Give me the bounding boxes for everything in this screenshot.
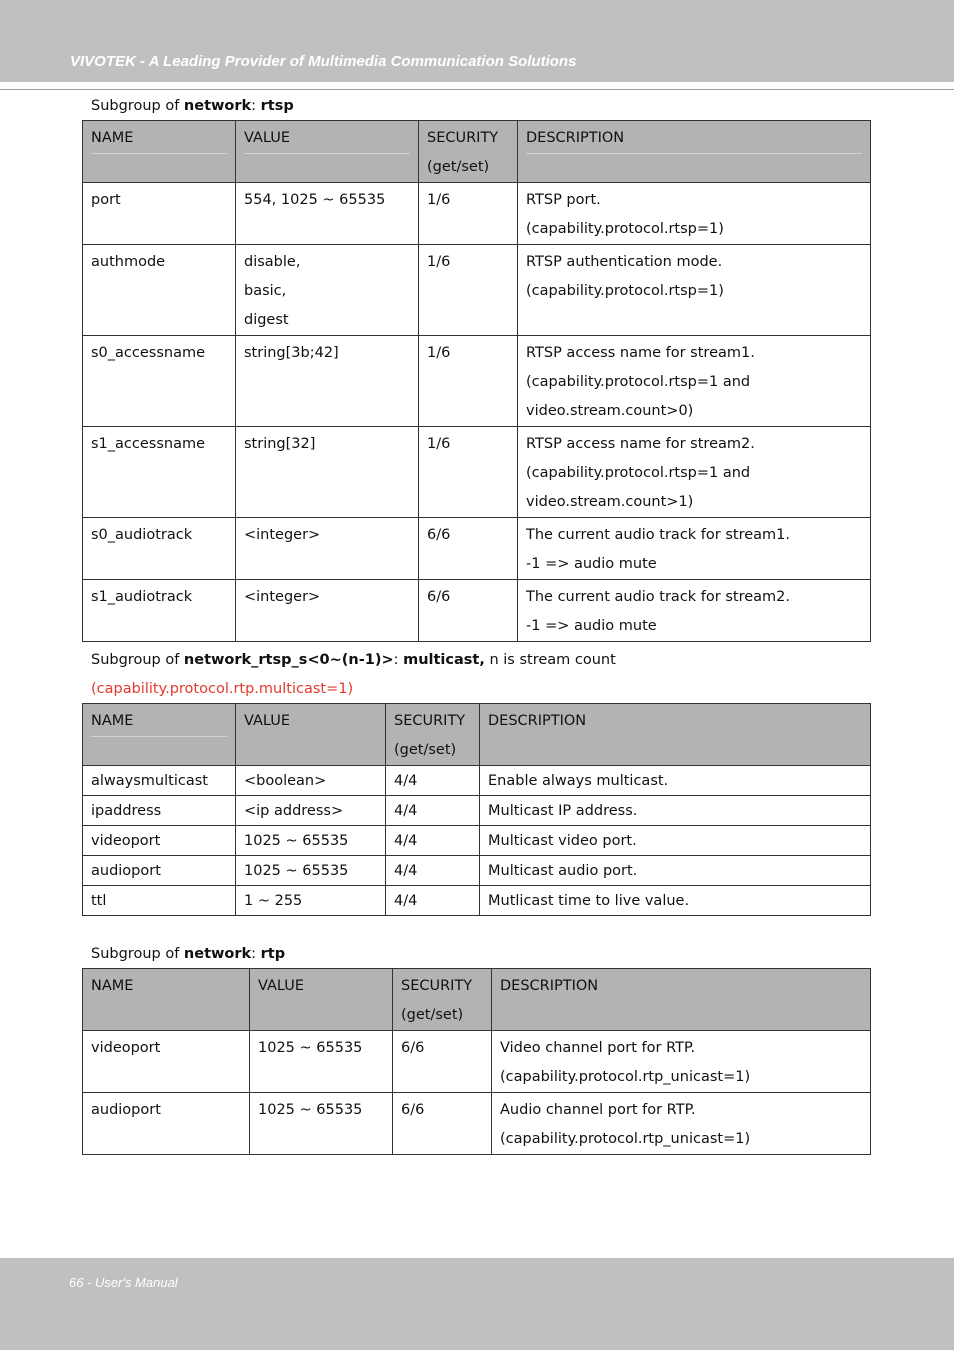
cell-description: The current audio track for stream1. -1 => audio mute (518, 518, 871, 580)
header-title: VIVOTEK - A Leading Provider of Multimedia Communication Solutions (70, 53, 577, 70)
cell-security: 6/6 (419, 518, 518, 580)
rtsp-table (82, 120, 871, 642)
table-row (83, 886, 871, 916)
table-row (83, 183, 871, 245)
cell-name: s1_accessname (83, 427, 236, 518)
cell-value: 1025 ~ 65535 (250, 1031, 393, 1093)
cell-description: Multicast IP address. (480, 796, 871, 826)
cell-description: Audio channel port for RTP. (capability.protocol.rtp_unicast=1) (492, 1093, 871, 1155)
table-row (83, 826, 871, 856)
rtsp-table-body (83, 183, 871, 642)
cell-value: 554, 1025 ~ 65535 (236, 183, 419, 245)
cell-name: s0_accessname (83, 336, 236, 427)
table-row (83, 796, 871, 826)
cell-description: RTSP access name for stream2. (capability.protocol.rtsp=1 and video.stream.count>1) (518, 427, 871, 518)
column-header-value: VALUE (236, 704, 386, 766)
cell-value: <ip address> (236, 796, 386, 826)
table-row (83, 1093, 871, 1155)
cell-value: <integer> (236, 580, 419, 642)
cell-name: audioport (83, 856, 236, 886)
column-header-name: NAME (83, 121, 236, 183)
table-row (83, 245, 871, 336)
cell-security: 4/4 (386, 796, 480, 826)
header-divider (0, 89, 954, 90)
column-header-name: NAME (83, 969, 250, 1031)
rtp-table (82, 968, 871, 1155)
cell-description: Multicast audio port. (480, 856, 871, 886)
table-row (83, 856, 871, 886)
cell-value: string[3b;42] (236, 336, 419, 427)
cell-name: videoport (83, 826, 236, 856)
table-row (83, 518, 871, 580)
cell-value: 1025 ~ 65535 (236, 856, 386, 886)
cell-security: 4/4 (386, 766, 480, 796)
cell-value: disable, basic, digest (236, 245, 419, 336)
section-rtsp-caption: Subgroup of network: rtsp (91, 98, 294, 114)
cell-security: 6/6 (393, 1093, 492, 1155)
page-number: 66 - User's Manual (69, 1275, 178, 1290)
table-header-row (83, 969, 871, 1031)
cell-value: 1025 ~ 65535 (250, 1093, 393, 1155)
cell-description: Video channel port for RTP. (capability.protocol.rtp_unicast=1) (492, 1031, 871, 1093)
cell-value: string[32] (236, 427, 419, 518)
table-row (83, 580, 871, 642)
page-footer (0, 1258, 954, 1350)
cell-security: 6/6 (419, 580, 518, 642)
table-row (83, 427, 871, 518)
cell-name: s0_audiotrack (83, 518, 236, 580)
section-rtp-caption: Subgroup of network: rtp (91, 946, 286, 962)
cell-security: 1/6 (419, 245, 518, 336)
cell-value: <boolean> (236, 766, 386, 796)
column-header-value: VALUE (250, 969, 393, 1031)
cell-description: RTSP port. (capability.protocol.rtsp=1) (518, 183, 871, 245)
column-header-name: NAME (83, 704, 236, 766)
column-header-description: DESCRIPTION (492, 969, 871, 1031)
column-header-description: DESCRIPTION (518, 121, 871, 183)
cell-description: Multicast video port. (480, 826, 871, 856)
column-header-security: SECURITY (get/set) (386, 704, 480, 766)
cell-security: 1/6 (419, 183, 518, 245)
multicast-capability-note: (capability.protocol.rtp.multicast=1) (91, 681, 354, 697)
cell-description: RTSP access name for stream1. (capability.protocol.rtsp=1 and video.stream.count>0) (518, 336, 871, 427)
cell-security: 6/6 (393, 1031, 492, 1093)
column-header-security: SECURITY (get/set) (393, 969, 492, 1031)
table-row (83, 1031, 871, 1093)
cell-description: Enable always multicast. (480, 766, 871, 796)
multicast-table-body (83, 766, 871, 916)
cell-name: port (83, 183, 236, 245)
table-header-row (83, 121, 871, 183)
cell-name: audioport (83, 1093, 250, 1155)
cell-security: 4/4 (386, 886, 480, 916)
cell-security: 4/4 (386, 856, 480, 886)
page-header (0, 0, 954, 82)
column-header-value: VALUE (236, 121, 419, 183)
cell-value: 1 ~ 255 (236, 886, 386, 916)
table-row (83, 766, 871, 796)
cell-value: <integer> (236, 518, 419, 580)
table-header-row (83, 704, 871, 766)
rtp-table-body (83, 1031, 871, 1155)
column-header-security: SECURITY (get/set) (419, 121, 518, 183)
cell-security: 1/6 (419, 427, 518, 518)
cell-name: authmode (83, 245, 236, 336)
table-row (83, 336, 871, 427)
cell-name: alwaysmulticast (83, 766, 236, 796)
cell-name: ttl (83, 886, 236, 916)
cell-value: 1025 ~ 65535 (236, 826, 386, 856)
cell-name: videoport (83, 1031, 250, 1093)
section-multicast-caption: Subgroup of network_rtsp_s<0~(n-1)>: multicast, n is stream count (91, 652, 616, 668)
cell-description: The current audio track for stream2. -1 => audio mute (518, 580, 871, 642)
multicast-table (82, 703, 871, 916)
cell-description: Mutlicast time to live value. (480, 886, 871, 916)
cell-description: RTSP authentication mode. (capability.protocol.rtsp=1) (518, 245, 871, 336)
cell-security: 1/6 (419, 336, 518, 427)
cell-name: s1_audiotrack (83, 580, 236, 642)
column-header-description: DESCRIPTION (480, 704, 871, 766)
cell-name: ipaddress (83, 796, 236, 826)
cell-security: 4/4 (386, 826, 480, 856)
